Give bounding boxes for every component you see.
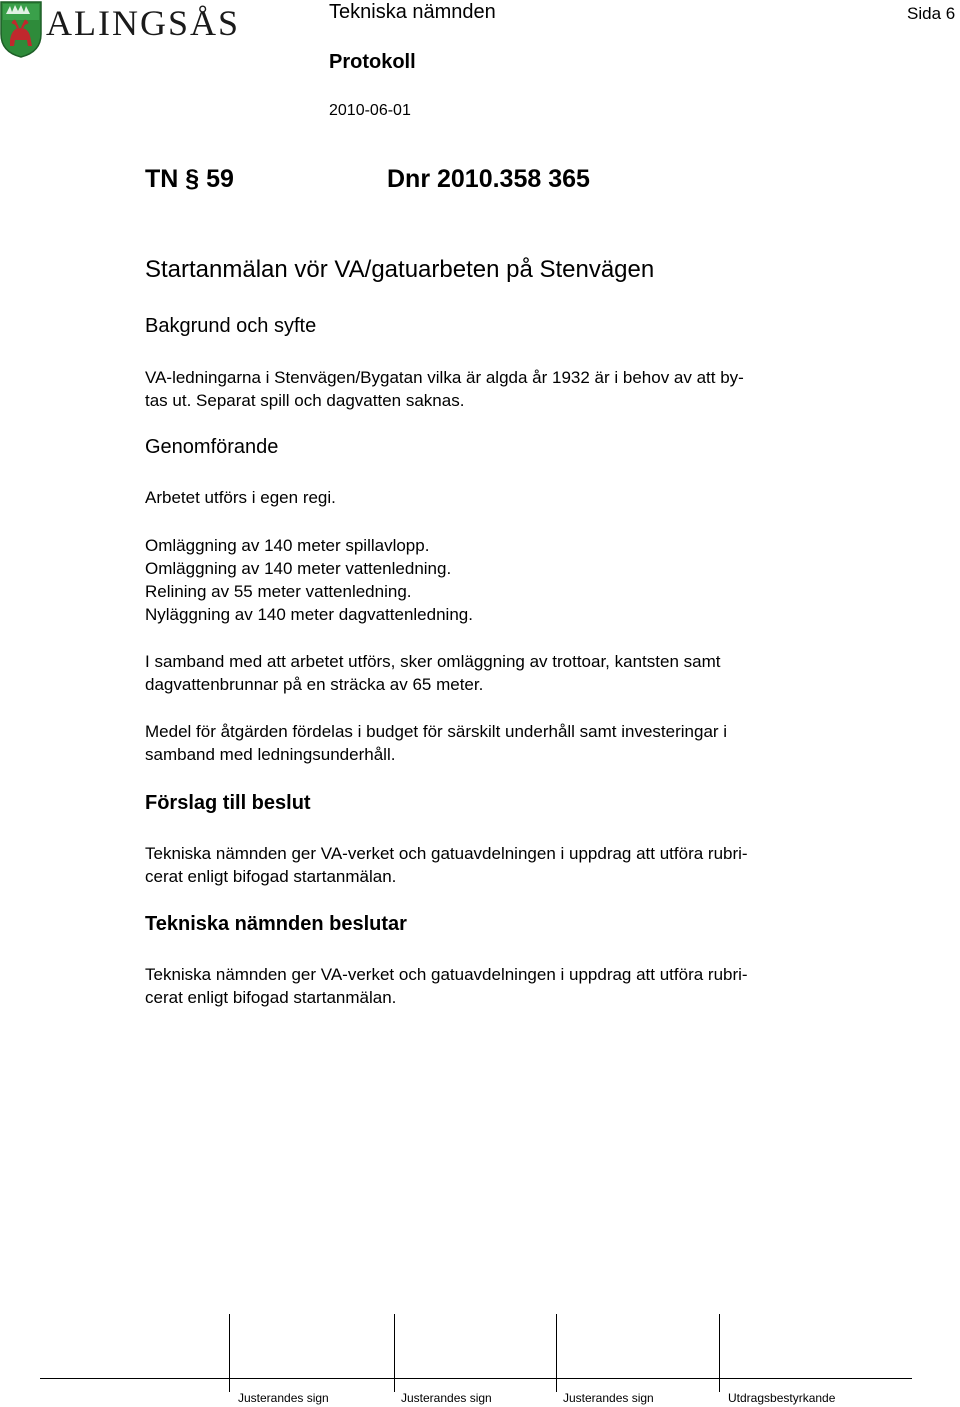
- logo-wordmark: ALINGSÅS: [46, 3, 241, 43]
- section-heading-proposal: Förslag till beslut: [145, 792, 311, 814]
- list-item: Relining av 55 meter vattenledning.: [145, 582, 412, 601]
- signature-divider: [719, 1314, 720, 1392]
- signature-divider: [229, 1314, 230, 1392]
- text-line: tas ut. Separat spill och dagvatten saknas.: [145, 391, 465, 410]
- diary-number: Dnr 2010.358 365: [387, 165, 590, 193]
- signature-label: Justerandes sign: [401, 1391, 492, 1405]
- text-line: cerat enligt bifogad startanmälan.: [145, 867, 397, 886]
- background-text: [145, 366, 744, 412]
- decision-text: [145, 963, 748, 1009]
- section-heading-background: Bakgrund och syfte: [145, 315, 317, 337]
- execution-paragraph-2: [145, 720, 727, 766]
- text-line: samband med ledningsunderhåll.: [145, 745, 396, 764]
- text-line: I samband med att arbetet utförs, sker omläggning av trottoar, kantsten samt: [145, 652, 721, 671]
- document-type: Protokoll: [329, 51, 416, 73]
- attestation-label: Utdragsbestyrkande: [728, 1391, 836, 1405]
- signature-label: Justerandes sign: [563, 1391, 654, 1405]
- committee-name: Tekniska nämnden: [329, 1, 496, 23]
- text-line: VA-ledningarna i Stenvägen/Bygatan vilka är algda år 1932 är i behov av att by-: [145, 368, 744, 387]
- signature-baseline: [40, 1378, 912, 1379]
- page-title: Startanmälan vör VA/gatuarbeten på Stenvägen: [145, 256, 655, 283]
- coat-of-arms-icon: [0, 0, 42, 58]
- execution-paragraph-1: [145, 650, 720, 696]
- text-line: dagvattenbrunnar på en sträcka av 65 meter.: [145, 675, 484, 694]
- section-heading-decision: Tekniska nämnden beslutar: [145, 913, 407, 935]
- municipality-logo: [0, 0, 241, 63]
- case-number: TN § 59: [145, 165, 234, 193]
- text-line: Tekniska nämnden ger VA-verket och gatuavdelningen i uppdrag att utföra rubri-: [145, 844, 748, 863]
- signature-divider: [394, 1314, 395, 1392]
- meeting-date: 2010-06-01: [329, 102, 411, 119]
- text-line: Medel för åtgärden fördelas i budget för särskilt underhåll samt investeringar i: [145, 722, 728, 741]
- list-item: Nyläggning av 140 meter dagvattenledning.: [145, 605, 473, 624]
- list-item: Omläggning av 140 meter vattenledning.: [145, 559, 452, 578]
- signature-label: Justerandes sign: [238, 1391, 329, 1405]
- section-heading-execution: Genomförande: [145, 436, 279, 458]
- text-line: Tekniska nämnden ger VA-verket och gatuavdelningen i uppdrag att utföra rubri-: [145, 965, 748, 984]
- proposal-text: [145, 842, 748, 888]
- list-item: Omläggning av 140 meter spillavlopp.: [145, 536, 430, 555]
- execution-list: [145, 534, 473, 626]
- text-line: cerat enligt bifogad startanmälan.: [145, 988, 397, 1007]
- signature-divider: [556, 1314, 557, 1392]
- page-number: Sida 6: [907, 4, 956, 23]
- execution-intro: Arbetet utförs i egen regi.: [145, 488, 336, 507]
